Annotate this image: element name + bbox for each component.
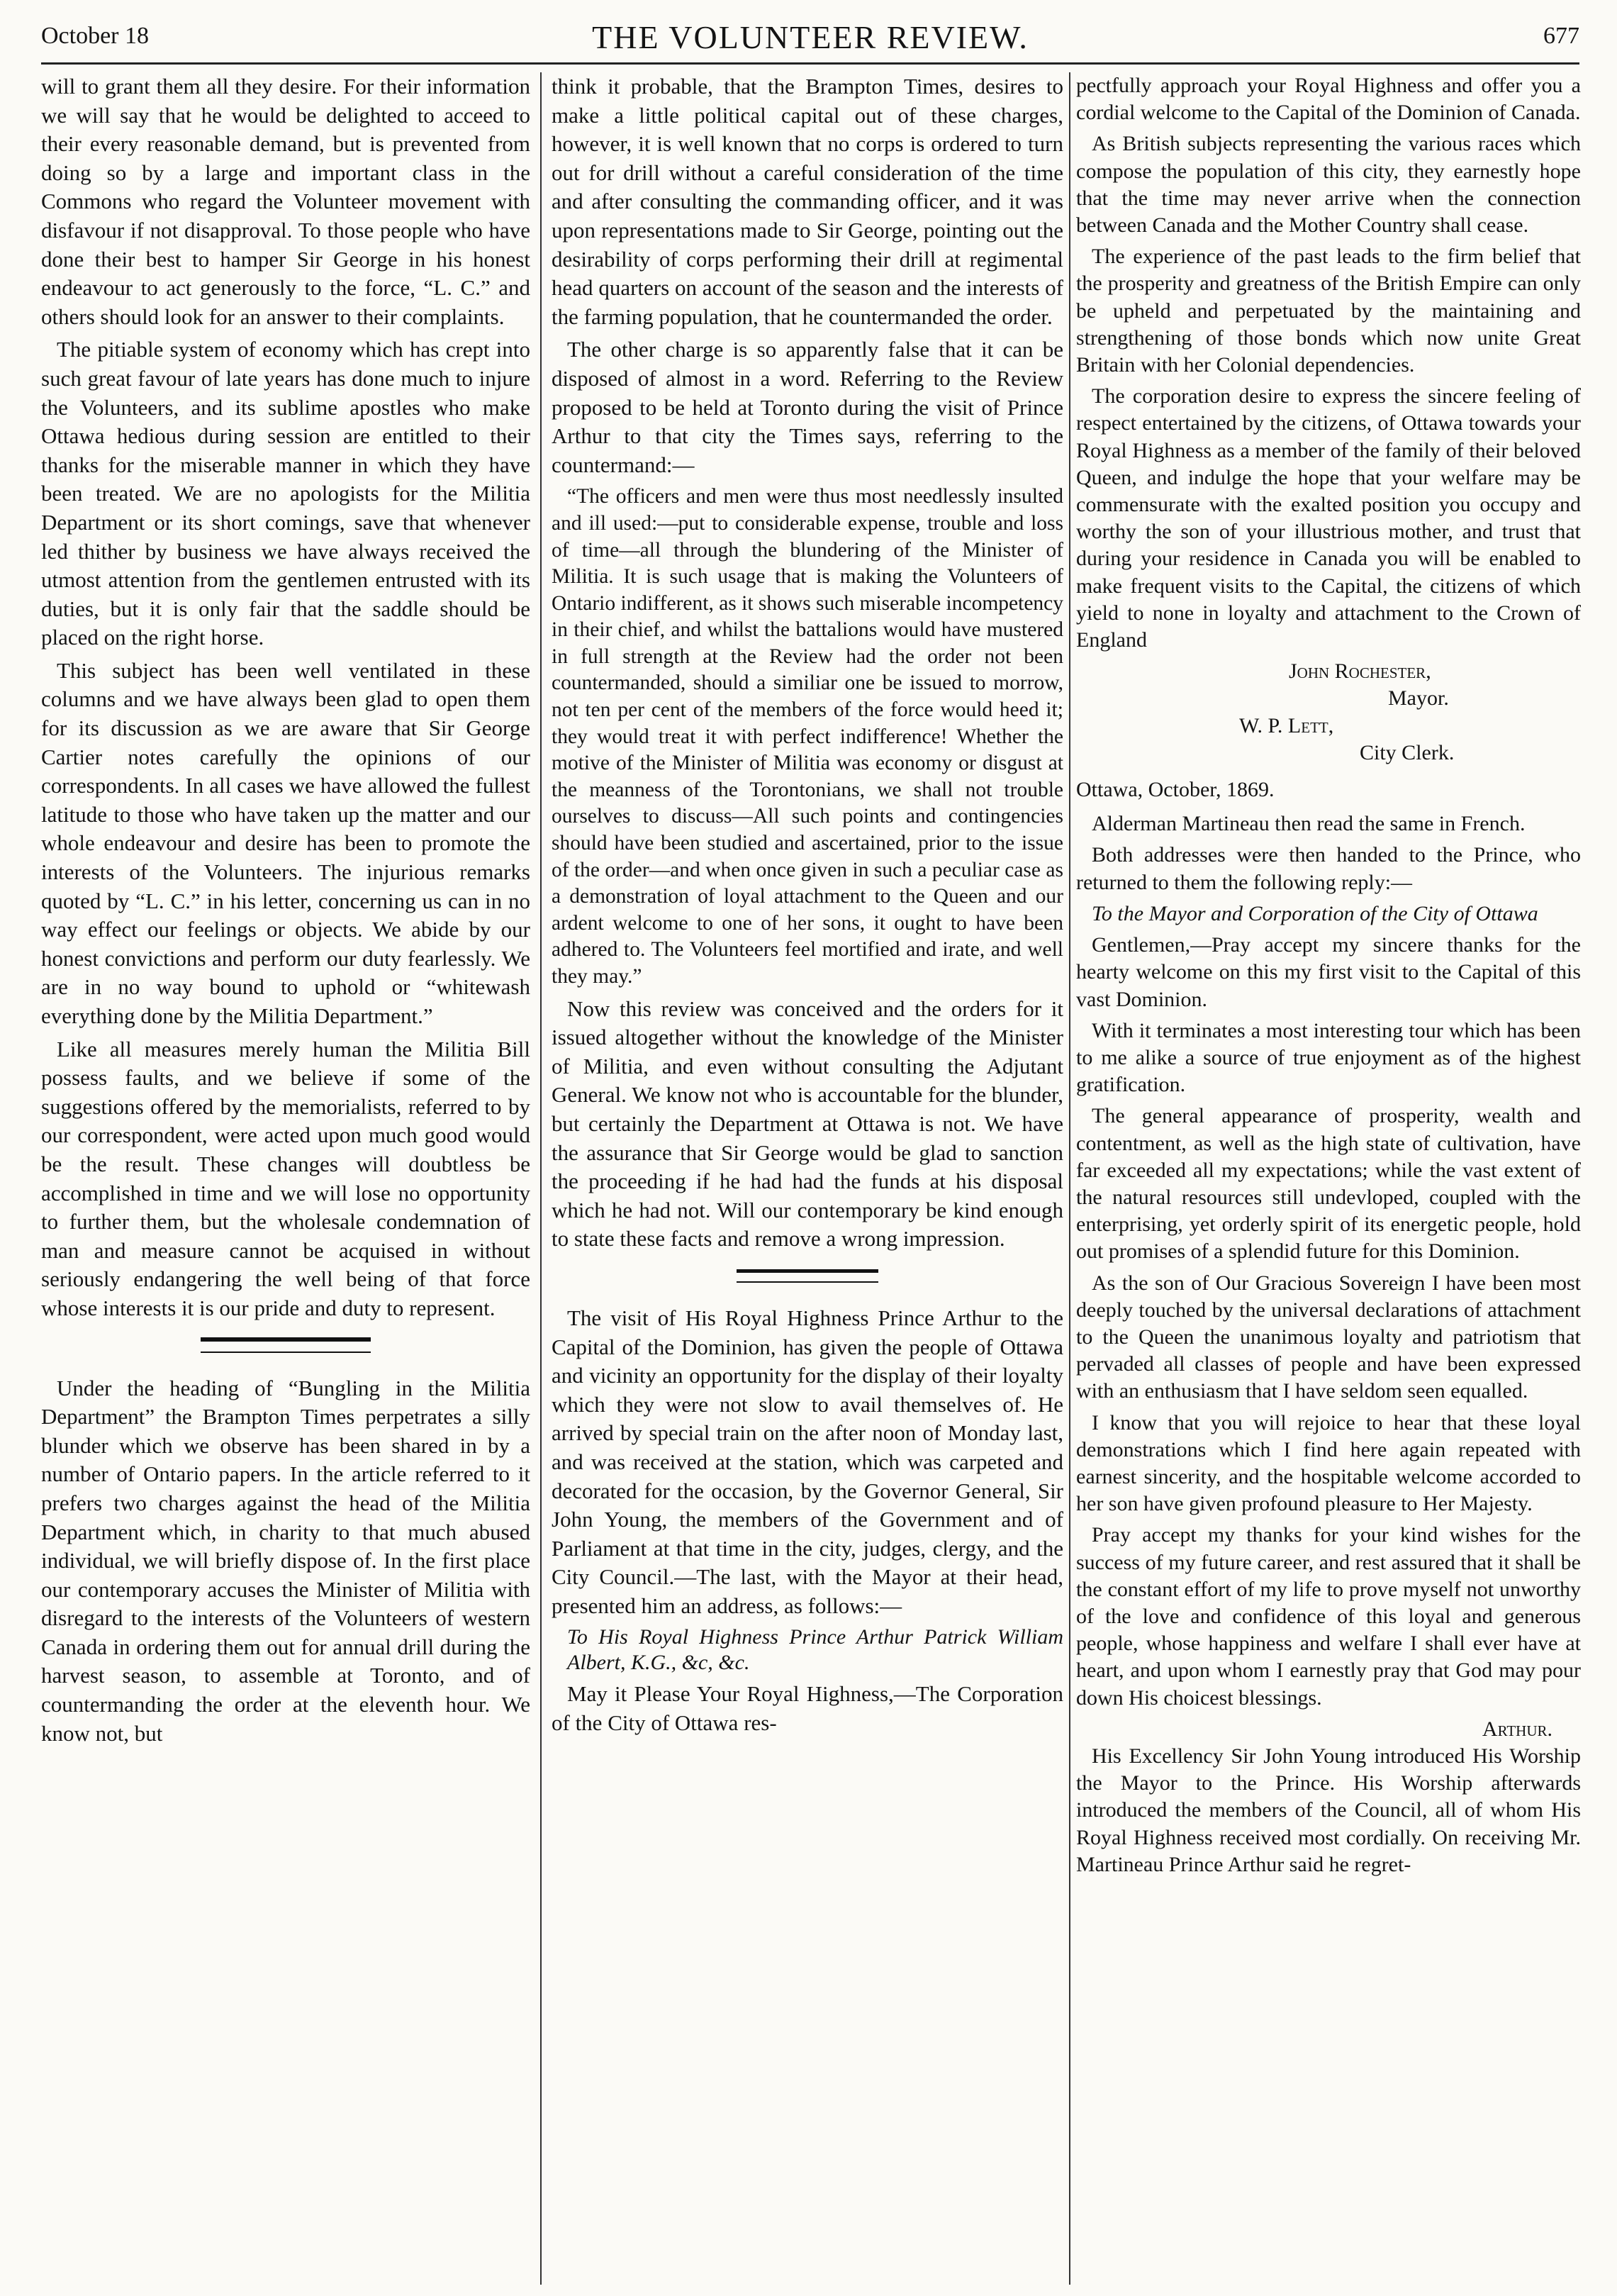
signature-name: W. P. Lett, <box>1239 713 1334 737</box>
publication-title: THE VOLUNTEER REVIEW. <box>592 19 1029 55</box>
address-salutation: To His Royal Highness Prince Arthur Patrick William Albert, K.G., &c, &c. <box>567 1625 1063 1675</box>
signature-title: Mayor. <box>1388 686 1449 710</box>
paragraph: Alderman Martineau then read the same in French. <box>1092 812 1526 836</box>
paragraph: will to grant them all they desire. For their information we will say that he would be delighted to acceed to their every reasonable demand, but is prevented from doing so by a large and important class in the Commons who regard the Volunteer movement with disfavour if not disapproval. To those people who have done their best to hamper Sir George in his honest endeavour to act generously to the force, “L. C.” and others should look for an answer to their complaints. <box>41 74 530 329</box>
column-1 <box>41 72 530 2285</box>
paragraph: The visit of His Royal Highness Prince Arthur to the Capital of the Dominion, has given the people of Ottawa and vicinity an opportunity for the display of their loyalty which they were not slow to avail themselves of. He arrived by special train on the after noon of Monday last, and was received at the station, which was carpeted and decorated for the occasion, by the Governor General, Sir John Young, the members of the Government and of Parliament at that time in the city, judges, clergy, and the City Council.—The last, with the Mayor at their head, presented him an address, as follows:— <box>552 1305 1063 1618</box>
section-divider <box>737 1269 878 1283</box>
paragraph: May it Please Your Royal Highness,—The Corporation of the City of Ottawa res- <box>552 1681 1063 1736</box>
paragraph: The general appearance of prosperity, wealth and contentment, as well as the high state of cultivation, have far exceeded all my expectations; while the vast extent of the natural resources still undevloped, coupled with the enterprising, yet orderly spirit of its energetic people, hold out promises of a splendid future for this Dominion. <box>1076 1104 1581 1264</box>
dateline: Ottawa, October, 1869. <box>1076 778 1275 802</box>
paragraph: Under the heading of “Bungling in the Militia Department” the Brampton Times perpetrates a silly blunder which we observe has been shared in by a number of Ontario papers. In the article referred to it prefers two charges against the head of the Militia Department which, in charity to that much abused individual, we will briefly dispose of. In the first place our contemporary accuses the Minister of Militia with disregard to the interests of the Volunteers of western Canada in ordering them out for annual drill during the harvest season, to assemble at Toronto, and of countermanding the order at the eleventh hour. We know not, but <box>41 1375 530 1746</box>
reply-signature: Arthur. <box>1482 1717 1552 1741</box>
reply-salutation: To the Mayor and Corporation of the City of Ottawa <box>1092 901 1538 925</box>
column-divider <box>540 72 542 2285</box>
paragraph: The corporation desire to express the sincere feeling of respect entertained by the citizens, of Ottawa towards your Royal Highness as a member of the family of their beloved Queen, and indulge the hope that your welfare may be commensurate with the exalted position you occupy and worthy the son of your illustrious mother, and trust that during your residence in Canada you will be enabled to make frequent visits to the Capital, the citizens of which yield to none in loyalty and attachment to the Crown of England <box>1076 384 1581 652</box>
signature-title: City Clerk. <box>1360 740 1455 764</box>
page-number: 677 <box>1543 23 1579 49</box>
paragraph: This subject has been well ventilated in these columns and we have always been glad to open them for its discussion as we are aware that Sir George Cartier notes carefully the opinions of our correspondents. In all cases we have allowed the fullest latitude to those who have taken up the matter and our whole endeavour and desire has been to promote the interests of the Volunteers. The injurious remarks quoted by “L. C.” in his letter, concerning us can in no way effect our feelings or objects. We abide by our honest convictions and perform our duty fearlessly. We are in no way bound to uphold or “whitewash everything done by the Militia Department.” <box>41 657 530 1028</box>
issue-date: October 18 <box>41 23 150 49</box>
paragraph: The other charge is so apparently false that it can be disposed of almost in a word. Referring to the Review proposed to be held at Toronto during the visit of Prince Arthur to that city the Times says, referring to the countermand:— <box>552 337 1063 477</box>
paragraph: Both addresses were then handed to the Prince, who returned to them the following reply:— <box>1076 843 1581 894</box>
signature-name: John Rochester, <box>1289 659 1431 684</box>
paragraph: As the son of Our Gracious Sovereign I have been most deeply touched by the universal declarations of attachment to the Queen the unanimous loyalty and patriotism that pervaded all classes of people and have been expressed with an enthusiasm that I have seldom seen equalled. <box>1076 1271 1581 1403</box>
paragraph: Now this review was conceived and the orders for it issued altogether without the knowledge of the Minister of Militia, and even without consulting the Adjutant General. We know not who is accountable for the blunder, but certainly the Department at Ottawa is not. We have the assurance that Sir George would be glad to sanction the proceeding if he had had the funds at his disposal which he had not. Will our contemporary be kind enough to state these facts and remove a wrong impression. <box>552 996 1063 1252</box>
paragraph: pectfully approach your Royal Highness and offer you a cordial welcome to the Capital of the Dominion of Canada. <box>1076 74 1581 125</box>
quoted-passage: “The officers and men were thus most needlessly insulted and ill used:—put to considerable expense, trouble and loss of time—all through the blundering of the Minister of Militia. It is such usage that is making the Volunteers of Ontario indifferent, as it shows such miserable incompetency in their chief, and whilst the battalions would have mustered in full strength at the Review had the order not been countermanded, should a similiar one be issued to morrow, not ten per cent of the members of the force would heed it; they would treat it with perfect indifference! Whether the motive of the Minister of Militia was economy or disgust at the meanness of the Torontonians, we shall not trouble ourselves to discuss—All such points and contingencies should have been studied and ascertained, prior to the issue of the order—and when once given in such a peculiar case as a demonstration of loyal attachment to the Queen and our ardent welcome to one of her sons, it ought to have been adhered to. The Volunteers feel mortified and irate, and well they may.” <box>552 485 1063 988</box>
paragraph: As British subjects representing the various races which compose the population of this city, they earnestly hope that the time may never arrive when the connection between Canada and the Mother Country shall cease. <box>1076 132 1581 238</box>
paragraph: The experience of the past leads to the firm belief that the prosperity and greatness of the British Empire can only be upheld and perpetuated by the maintaining and strengthening of those bonds which now unite Great Britain with her Colonial dependencies. <box>1076 245 1581 377</box>
paragraph: The pitiable system of economy which has crept into such great favour of late years has done much to injure the Volunteers, and its sublime apostles who make Ottawa hedious during session are entitled to their thanks for the miserable manner in which they have been treated. We are no apologists for the Militia Department or its short comings, save that whenever led thither by business we have always received the utmost attention from the gentlemen entrusted with its duties, but it is only fair that the saddle should be placed on the right horse. <box>41 337 530 650</box>
paragraph: Like all measures merely human the Militia Bill possess faults, and we believe if some of the suggestions offered by the memorialists, referred to by our correspondent, were acted upon much good would be the result. These changes will doubtless be accomplished in time and we will lose no opportunity to further them, but the wholesale condemnation of man and measure cannot be acquised in without seriously endangering the well being of that force whose interests it is our pride and duty to represent. <box>41 1036 530 1320</box>
paragraph: Pray accept my thanks for your kind wishes for the success of my future career, and rest assured that it shall be the constant effort of my life to prove myself not unworthy of the love and confidence of this loyal and generous people, whose happiness and welfare I shall ever have at heart, and upon whom I earnestly pray that God may pour down His choicest blessings. <box>1076 1523 1581 1710</box>
paragraph: With it terminates a most interesting tour which has been to me alike a source of true enjoyment as of the highest gratification. <box>1076 1018 1581 1097</box>
paragraph: Gentlemen,—Pray accept my sincere thanks for the hearty welcome on this my first visit to the Capital of this vast Dominion. <box>1076 933 1581 1011</box>
section-divider <box>201 1337 371 1353</box>
column-2 <box>552 72 1063 2285</box>
paragraph: think it probable, that the Brampton Times, desires to make a little political capital out of these charges, however, it is well known that no corps is ordered to turn out for drill without a careful consideration of the time and after consulting the commanding officer, and it was upon representations made to Sir George, pointing out the desirability of corps performing their drill at regimental head quarters on account of the season and the interests of the farming population, that he countermanded the order. <box>552 74 1063 329</box>
paragraph: I know that you will rejoice to hear that these loyal demonstrations which I find here again repeated with earnest sincerity, and the hospitable welcome accorded to her son have given profound pleasure to Her Majesty. <box>1076 1410 1581 1516</box>
column-3 <box>1076 72 1581 2285</box>
page-header <box>41 13 1579 65</box>
column-divider <box>1069 72 1070 2285</box>
paragraph: His Excellency Sir John Young introduced His Worship the Mayor to the Prince. His Worship afterwards introduced the members of the Council, all of whom His Royal Highness received most cordially. On receiving Mr. Martineau Prince Arthur said he regret- <box>1076 1744 1581 1876</box>
